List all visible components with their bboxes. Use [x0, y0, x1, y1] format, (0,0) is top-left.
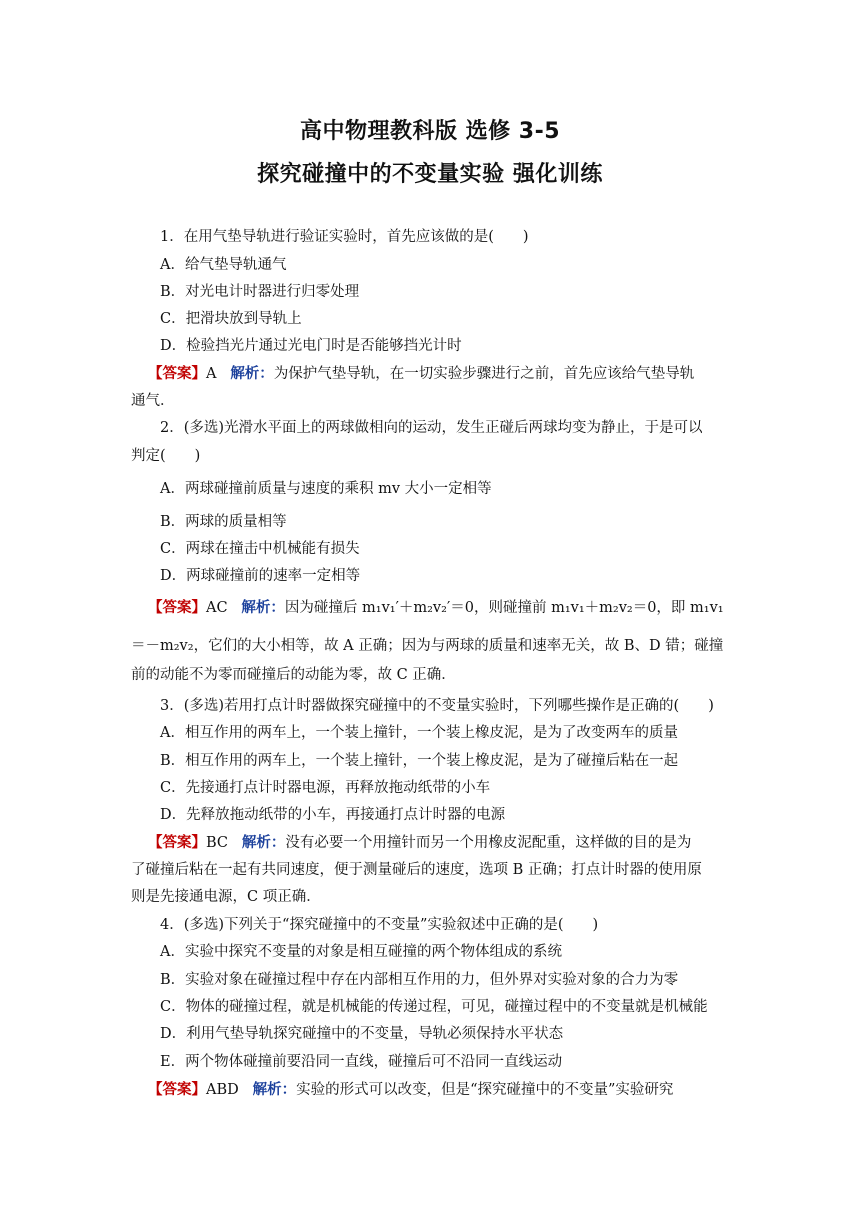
question-2-stem-line2: 判定( ): [131, 448, 201, 464]
analysis-label: 解析：: [252, 1081, 297, 1098]
document-title: 高中物理教科版 选修 3-5: [299, 119, 561, 144]
answer-tag: 【答案】: [148, 599, 206, 616]
analysis-text: 没有必要一个用撞针而另一个用橡皮泥配重，这样做的目的是为: [285, 835, 692, 851]
answer-value: ABD: [206, 1082, 239, 1098]
answer-tag: 【答案】: [148, 365, 206, 382]
question-3-stem: 3．(多选)若用打点计时器做探究碰撞中的不变量实验时，下列哪些操作是正确的( ): [160, 698, 714, 714]
question-4-stem: 4．(多选)下列关于“探究碰撞中的不变量”实验叙述中正确的是( ): [160, 917, 599, 933]
question-4-option-b: B．实验对象在碰撞过程中存在内部相互作用的力，但外界对实验对象的合力为零: [160, 972, 679, 988]
analysis-text: 因为碰撞后 m₁v₁′＋m₂v₂′＝0，则碰撞前 m₁v₁＋m₂v₂＝0，即 m₁v₁: [284, 600, 724, 616]
question-2-answer: [148, 598, 731, 618]
answer-value: A: [206, 366, 217, 382]
analysis-text: 为保护气垫导轨，在一切实验步骤进行之前，首先应该给气垫导轨: [273, 366, 695, 382]
question-4-option-c: C．物体的碰撞过程，就是机械能的传递过程，可见，碰撞过程中的不变量就是机械能: [160, 999, 708, 1015]
question-4-option-d: D．利用气垫导轨探究碰撞中的不变量，导轨必须保持水平状态: [160, 1026, 564, 1042]
question-3-analysis-line2: 了碰撞后粘在一起有共同速度，便于测量碰后的速度，选项 B 正确；打点计时器的使用原: [131, 862, 702, 878]
question-1-option-a: A．给气垫导轨通气: [160, 257, 287, 273]
question-1-option-c: C．把滑块放到导轨上: [160, 311, 302, 327]
question-1-option-b: B．对光电计时器进行归零处理: [160, 284, 360, 300]
answer-value: AC: [206, 600, 228, 616]
analysis-label: 解析：: [230, 365, 274, 382]
question-2-stem: 2．(多选)光滑水平面上的两球做相向的运动，发生正碰后两球均变为静止，于是可以: [160, 420, 703, 436]
question-2-option-d: D．两球碰撞前的速率一定相等: [160, 568, 361, 584]
question-3-option-b: B．相互作用的两车上，一个装上撞针，一个装上橡皮泥，是为了碰撞后粘在一起: [160, 753, 679, 769]
question-3-analysis-line3: 则是先接通电源，C 项正确．: [131, 889, 321, 905]
document-subtitle: 探究碰撞中的不变量实验 强化训练: [257, 162, 603, 187]
question-2-option-a: A．两球碰撞前质量与速度的乘积 mv 大小一定相等: [160, 481, 492, 497]
question-1-stem: 1．在用气垫导轨进行验证实验时，首先应该做的是( ): [160, 229, 529, 245]
question-1-analysis-line2: 通气．: [131, 393, 175, 409]
question-4-answer: [148, 1080, 731, 1100]
question-3-answer: [148, 833, 731, 853]
question-2-analysis-line2: ＝－m₂v₂，它们的大小相等，故 A 正确；因为与两球的质量和速率无关，故 B、D 错；碰撞: [131, 638, 724, 654]
analysis-text: 实验的形式可以改变，但是“探究碰撞中的不变量”实验研究: [296, 1082, 674, 1098]
answer-value: BC: [206, 835, 229, 851]
question-3-option-a: A．相互作用的两车上，一个装上撞针，一个装上橡皮泥，是为了改变两车的质量: [160, 725, 678, 741]
analysis-label: 解析：: [241, 599, 285, 616]
question-1-answer: [148, 364, 731, 384]
question-4-option-e: E．两个物体碰撞前要沿同一直线，碰撞后可不沿同一直线运动: [160, 1054, 563, 1070]
question-3-option-d: D．先释放拖动纸带的小车，再接通打点计时器的电源: [160, 807, 506, 823]
question-4-option-a: A．实验中探究不变量的对象是相互碰撞的两个物体组成的系统: [160, 944, 562, 960]
analysis-label: 解析：: [241, 834, 286, 851]
answer-tag: 【答案】: [148, 834, 206, 851]
question-3-option-c: C．先接通打点计时器电源，再释放拖动纸带的小车: [160, 780, 491, 796]
question-2-analysis-line3: 前的动能不为零而碰撞后的动能为零，故 C 正确．: [131, 667, 456, 683]
question-2-option-b: B．两球的质量相等: [160, 514, 287, 530]
answer-tag: 【答案】: [148, 1081, 206, 1098]
question-1-option-d: D．检验挡光片通过光电门时是否能够挡光计时: [160, 338, 462, 354]
question-2-option-c: C．两球在撞击中机械能有损失: [160, 541, 360, 557]
